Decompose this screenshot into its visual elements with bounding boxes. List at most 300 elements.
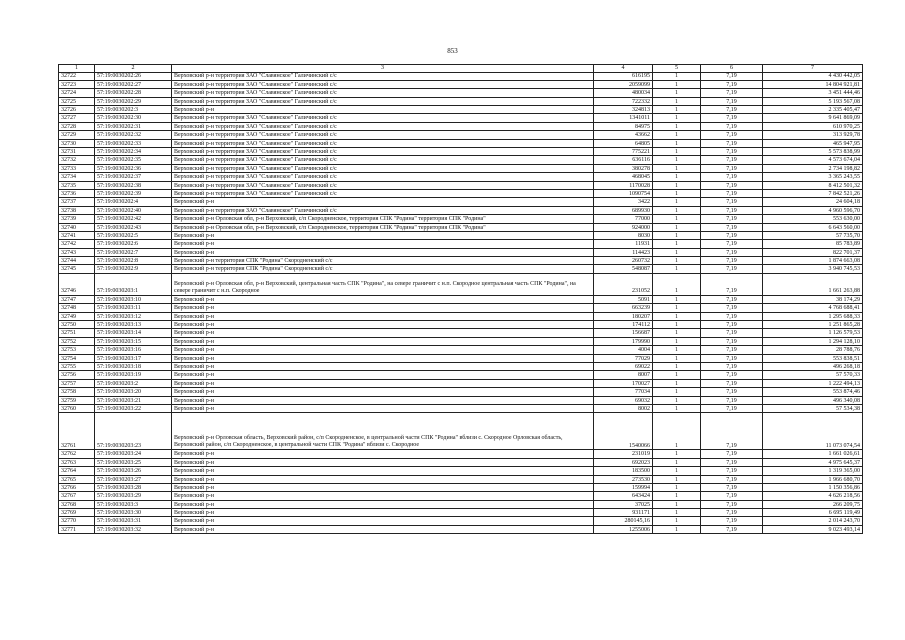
address-cell: Верховский р-н <box>172 404 594 412</box>
table-row <box>59 198 863 206</box>
cadastral-number: 57:19:0030203:24 <box>95 450 172 458</box>
area-cell: 37025 <box>594 500 653 508</box>
rate-cell: 7,19 <box>701 106 763 114</box>
count-cell: 1 <box>653 329 701 337</box>
row-number: 32732 <box>59 156 95 164</box>
address-cell: Верховский р-н Орловская обл, р-н Верховский, центральная часть СПК "Родина", на севере граничит с н.п. Скородное центральная часть СПК "Родина", на севере граничит с н.п. Скородное <box>172 273 594 295</box>
cadastral-number: 57:19:0030203:1 <box>95 273 172 295</box>
table-row <box>59 139 863 147</box>
table-row <box>59 131 863 139</box>
cadastral-number: 57:19:0030202:33 <box>95 139 172 147</box>
area-cell: 5091 <box>594 295 653 303</box>
cadastral-value-cell: 496 340,08 <box>763 396 863 404</box>
area-cell: 280145,16 <box>594 517 653 525</box>
address-cell: Верховский р-н <box>172 517 594 525</box>
table-row <box>59 257 863 265</box>
address-cell: Верховский р-н <box>172 450 594 458</box>
rate-cell: 7,19 <box>701 131 763 139</box>
cadastral-value-cell: 7 842 521,26 <box>763 189 863 197</box>
address-cell: Верховский р-н <box>172 240 594 248</box>
column-header: 3 <box>172 65 594 73</box>
cadastral-number: 57:19:0030203:29 <box>95 492 172 500</box>
area-cell: 43662 <box>594 131 653 139</box>
table-row <box>59 114 863 122</box>
rate-cell: 7,19 <box>701 80 763 88</box>
address-cell: Верховский р-н <box>172 509 594 517</box>
table-row <box>59 80 863 88</box>
row-number: 32722 <box>59 72 95 80</box>
row-number: 32759 <box>59 396 95 404</box>
rate-cell: 7,19 <box>701 467 763 475</box>
cadastral-number: 57:19:0030203:15 <box>95 337 172 345</box>
area-cell: 11931 <box>594 240 653 248</box>
row-number: 32730 <box>59 139 95 147</box>
table-row <box>59 467 863 475</box>
cadastral-value-cell: 313 929,78 <box>763 131 863 139</box>
address-cell: Верховский р-н территория ЗАО "Славянское" Галичинский с/с <box>172 148 594 156</box>
area-cell: 69022 <box>594 363 653 371</box>
cadastral-number: 57:19:0030202:34 <box>95 148 172 156</box>
cadastral-value-cell: 1 294 128,10 <box>763 337 863 345</box>
cadastral-number: 57:19:0030203:30 <box>95 509 172 517</box>
area-cell: 924000 <box>594 223 653 231</box>
table-row <box>59 337 863 345</box>
cadastral-value-cell: 4 960 596,70 <box>763 206 863 214</box>
row-number: 32748 <box>59 304 95 312</box>
row-number: 32771 <box>59 525 95 533</box>
count-cell: 1 <box>653 346 701 354</box>
row-number: 32751 <box>59 329 95 337</box>
rate-cell: 7,19 <box>701 164 763 172</box>
rate-cell: 7,19 <box>701 450 763 458</box>
address-cell: Верховский р-н <box>172 248 594 256</box>
address-cell: Верховский р-н территория ЗАО "Славянское" Галичинский с/с <box>172 80 594 88</box>
cadastral-value-cell: 465 947,95 <box>763 139 863 147</box>
area-cell: 689930 <box>594 206 653 214</box>
address-cell: Верховский р-н <box>172 492 594 500</box>
cadastral-value-cell: 1 319 365,00 <box>763 467 863 475</box>
count-cell: 1 <box>653 198 701 206</box>
rate-cell: 7,19 <box>701 97 763 105</box>
table-row <box>59 371 863 379</box>
count-cell: 1 <box>653 223 701 231</box>
count-cell: 1 <box>653 321 701 329</box>
address-cell: Верховский р-н <box>172 346 594 354</box>
address-cell: Верховский р-н территория СПК "Родина" Скородненский с/с <box>172 265 594 273</box>
row-number: 32736 <box>59 189 95 197</box>
cadastral-value-cell: 38 174,29 <box>763 295 863 303</box>
address-cell: Верховский р-н территория ЗАО "Славянское" Галичинский с/с <box>172 189 594 197</box>
address-cell: Верховский р-н <box>172 295 594 303</box>
area-cell: 69032 <box>594 396 653 404</box>
address-cell: Верховский р-н <box>172 379 594 387</box>
cadastral-number: 57:19:0030203:2 <box>95 379 172 387</box>
cadastral-number: 57:19:0030203:27 <box>95 475 172 483</box>
count-cell: 1 <box>653 312 701 320</box>
area-cell: 663239 <box>594 304 653 312</box>
count-cell: 1 <box>653 337 701 345</box>
area-cell: 1170028 <box>594 181 653 189</box>
count-cell: 1 <box>653 467 701 475</box>
row-number: 32724 <box>59 89 95 97</box>
count-cell: 1 <box>653 131 701 139</box>
address-cell: Верховский р-н территория ЗАО "Славянское" Галичинский с/с <box>172 131 594 139</box>
address-cell: Верховский р-н <box>172 304 594 312</box>
cadastral-value-cell: 610 970,25 <box>763 122 863 130</box>
row-number: 32752 <box>59 337 95 345</box>
area-cell: 2059099 <box>594 80 653 88</box>
cadastral-value-cell: 1 661 263,88 <box>763 273 863 295</box>
count-cell: 1 <box>653 106 701 114</box>
count-cell: 1 <box>653 388 701 396</box>
area-cell: 260732 <box>594 257 653 265</box>
count-cell: 1 <box>653 371 701 379</box>
row-number: 32737 <box>59 198 95 206</box>
cadastral-value-cell: 1 661 026,61 <box>763 450 863 458</box>
row-number: 32755 <box>59 363 95 371</box>
table-row <box>59 354 863 362</box>
address-cell: Верховский р-н <box>172 106 594 114</box>
table-row <box>59 321 863 329</box>
rate-cell: 7,19 <box>701 206 763 214</box>
area-cell: 77029 <box>594 354 653 362</box>
table-row <box>59 181 863 189</box>
cadastral-value-cell: 822 701,37 <box>763 248 863 256</box>
address-cell: Верховский р-н территория ЗАО "Славянское" Галичинский с/с <box>172 181 594 189</box>
rate-cell: 7,19 <box>701 114 763 122</box>
area-cell: 170027 <box>594 379 653 387</box>
cadastral-number: 57:19:0030203:28 <box>95 483 172 491</box>
rate-cell: 7,19 <box>701 517 763 525</box>
count-cell: 1 <box>653 148 701 156</box>
table-row <box>59 206 863 214</box>
area-cell: 179990 <box>594 337 653 345</box>
cadastral-value-cell: 1 126 579,53 <box>763 329 863 337</box>
row-number: 32726 <box>59 106 95 114</box>
count-cell: 1 <box>653 458 701 466</box>
cadastral-number: 57:19:0030203:13 <box>95 321 172 329</box>
area-cell: 8007 <box>594 371 653 379</box>
table-row <box>59 363 863 371</box>
table-row <box>59 458 863 466</box>
rate-cell: 7,19 <box>701 363 763 371</box>
cadastral-number: 57:19:0030203:18 <box>95 363 172 371</box>
cadastral-value-cell: 4 430 442,05 <box>763 72 863 80</box>
table-row <box>59 273 863 295</box>
cadastral-value-cell: 1 295 688,33 <box>763 312 863 320</box>
table-row <box>59 189 863 197</box>
count-cell: 1 <box>653 525 701 533</box>
count-cell: 1 <box>653 248 701 256</box>
table-row <box>59 413 863 450</box>
row-number: 32738 <box>59 206 95 214</box>
cadastral-number: 57:19:0030202:28 <box>95 89 172 97</box>
count-cell: 1 <box>653 492 701 500</box>
count-cell: 1 <box>653 181 701 189</box>
rate-cell: 7,19 <box>701 354 763 362</box>
table-row <box>59 89 863 97</box>
area-cell: 468045 <box>594 173 653 181</box>
rate-cell: 7,19 <box>701 181 763 189</box>
area-cell: 3422 <box>594 198 653 206</box>
table-row <box>59 106 863 114</box>
table-row <box>59 475 863 483</box>
cadastral-value-cell: 57 534,38 <box>763 404 863 412</box>
rate-cell: 7,19 <box>701 156 763 164</box>
address-cell: Верховский р-н территория ЗАО "Славянское" Галичинский с/с <box>172 164 594 172</box>
rate-cell: 7,19 <box>701 265 763 273</box>
count-cell: 1 <box>653 189 701 197</box>
address-cell: Верховский р-н <box>172 500 594 508</box>
area-cell: 775221 <box>594 148 653 156</box>
table-row <box>59 148 863 156</box>
area-cell: 180207 <box>594 312 653 320</box>
column-header: 1 <box>59 65 95 73</box>
cadastral-value-cell: 6 643 560,00 <box>763 223 863 231</box>
address-cell: Верховский р-н <box>172 483 594 491</box>
cadastral-number: 57:19:0030202:30 <box>95 114 172 122</box>
count-cell: 1 <box>653 257 701 265</box>
cadastral-value-cell: 9 023 493,14 <box>763 525 863 533</box>
table-row <box>59 346 863 354</box>
area-cell: 931171 <box>594 509 653 517</box>
cadastral-number: 57:19:0030202:39 <box>95 189 172 197</box>
cadastral-number: 57:19:0030203:11 <box>95 304 172 312</box>
address-cell: Верховский р-н территория ЗАО "Славянское" Галичинский с/с <box>172 122 594 130</box>
table-row <box>59 483 863 491</box>
count-cell: 1 <box>653 206 701 214</box>
rate-cell: 7,19 <box>701 525 763 533</box>
column-header: 6 <box>701 65 763 73</box>
address-cell: Верховский р-н территория СПК "Родина" Скородненский с/с <box>172 257 594 265</box>
cadastral-number: 57:19:0030203:16 <box>95 346 172 354</box>
cadastral-number: 57:19:0030202:31 <box>95 122 172 130</box>
row-number: 32723 <box>59 80 95 88</box>
count-cell: 1 <box>653 72 701 80</box>
area-cell: 548087 <box>594 265 653 273</box>
table-row <box>59 265 863 273</box>
count-cell: 1 <box>653 396 701 404</box>
cadastral-value-cell: 57 570,33 <box>763 371 863 379</box>
cadastral-value-cell: 28 788,76 <box>763 346 863 354</box>
count-cell: 1 <box>653 265 701 273</box>
area-cell: 643424 <box>594 492 653 500</box>
cadastral-number: 57:19:0030203:14 <box>95 329 172 337</box>
area-cell: 1255006 <box>594 525 653 533</box>
count-cell: 1 <box>653 273 701 295</box>
cadastral-value-cell: 3 451 444,46 <box>763 89 863 97</box>
row-number: 32739 <box>59 215 95 223</box>
address-cell: Верховский р-н Орловская область, Верховский район, с/п Скородненское, в центральной части СПК "Родина" вблизи с. Скородное Орловская область, Верховский район, с/п Скородненское, в центральной части СПК "Родина" вблизи с. Скородное <box>172 413 594 450</box>
count-cell: 1 <box>653 304 701 312</box>
cadastral-value-cell: 4 626 218,56 <box>763 492 863 500</box>
row-number: 32764 <box>59 467 95 475</box>
count-cell: 1 <box>653 240 701 248</box>
column-header: 7 <box>763 65 863 73</box>
row-number: 32750 <box>59 321 95 329</box>
cadastral-value-cell: 1 966 680,70 <box>763 475 863 483</box>
cadastral-number: 57:19:0030202:37 <box>95 173 172 181</box>
area-cell: 174112 <box>594 321 653 329</box>
area-cell: 380278 <box>594 164 653 172</box>
address-cell: Верховский р-н территория ЗАО "Славянское" Галичинский с/с <box>172 139 594 147</box>
cadastral-value-cell: 8 412 501,32 <box>763 181 863 189</box>
rate-cell: 7,19 <box>701 273 763 295</box>
count-cell: 1 <box>653 231 701 239</box>
cadastral-number: 57:19:0030203:12 <box>95 312 172 320</box>
cadastral-number: 57:19:0030203:17 <box>95 354 172 362</box>
cadastral-value-cell: 57 735,70 <box>763 231 863 239</box>
table-row <box>59 450 863 458</box>
count-cell: 1 <box>653 483 701 491</box>
rate-cell: 7,19 <box>701 215 763 223</box>
address-cell: Верховский р-н <box>172 198 594 206</box>
rate-cell: 7,19 <box>701 304 763 312</box>
row-number: 32766 <box>59 483 95 491</box>
row-number: 32761 <box>59 413 95 450</box>
rate-cell: 7,19 <box>701 122 763 130</box>
row-number: 32744 <box>59 257 95 265</box>
address-cell: Верховский р-н <box>172 458 594 466</box>
count-cell: 1 <box>653 475 701 483</box>
area-cell: 1540066 <box>594 413 653 450</box>
count-cell: 1 <box>653 97 701 105</box>
rate-cell: 7,19 <box>701 458 763 466</box>
row-number: 32742 <box>59 240 95 248</box>
row-number: 32749 <box>59 312 95 320</box>
area-cell: 692023 <box>594 458 653 466</box>
area-cell: 159994 <box>594 483 653 491</box>
table-row <box>59 156 863 164</box>
cadastral-number: 57:19:0030203:32 <box>95 525 172 533</box>
table-row <box>59 240 863 248</box>
table-row <box>59 72 863 80</box>
rate-cell: 7,19 <box>701 329 763 337</box>
rate-cell: 7,19 <box>701 492 763 500</box>
area-cell: 8030 <box>594 231 653 239</box>
row-number: 32731 <box>59 148 95 156</box>
address-cell: Верховский р-н территория ЗАО "Славянское" Галичинский с/с <box>172 97 594 105</box>
table-row <box>59 379 863 387</box>
table-row <box>59 517 863 525</box>
table-row <box>59 329 863 337</box>
area-cell: 84975 <box>594 122 653 130</box>
rate-cell: 7,19 <box>701 388 763 396</box>
cadastral-value-cell: 24 604,18 <box>763 198 863 206</box>
area-cell: 77034 <box>594 388 653 396</box>
cadastral-number: 57:19:0030202:36 <box>95 164 172 172</box>
cadastral-value-cell: 4 573 674,04 <box>763 156 863 164</box>
cadastral-number: 57:19:0030202:8 <box>95 257 172 265</box>
count-cell: 1 <box>653 450 701 458</box>
column-header: 5 <box>653 65 701 73</box>
cadastral-number: 57:19:0030202:26 <box>95 72 172 80</box>
rate-cell: 7,19 <box>701 240 763 248</box>
area-cell: 273530 <box>594 475 653 483</box>
table-row <box>59 404 863 412</box>
cadastral-number: 57:19:0030203:23 <box>95 413 172 450</box>
page-number: 853 <box>447 47 458 55</box>
rate-cell: 7,19 <box>701 248 763 256</box>
cadastral-number: 57:19:0030202:3 <box>95 106 172 114</box>
area-cell: 8002 <box>594 404 653 412</box>
row-number: 32767 <box>59 492 95 500</box>
area-cell: 480034 <box>594 89 653 97</box>
table-row <box>59 223 863 231</box>
rate-cell: 7,19 <box>701 89 763 97</box>
table-row <box>59 492 863 500</box>
cadastral-number: 57:19:0030202:38 <box>95 181 172 189</box>
table-header-row <box>59 65 863 73</box>
count-cell: 1 <box>653 215 701 223</box>
row-number: 32746 <box>59 273 95 295</box>
area-cell: 1341011 <box>594 114 653 122</box>
address-cell: Верховский р-н <box>172 475 594 483</box>
rate-cell: 7,19 <box>701 189 763 197</box>
row-number: 32770 <box>59 517 95 525</box>
cadastral-value-cell: 5 193 567,08 <box>763 97 863 105</box>
rate-cell: 7,19 <box>701 337 763 345</box>
cadastral-number: 57:19:0030202:5 <box>95 231 172 239</box>
cadastral-value-cell: 3 365 243,55 <box>763 173 863 181</box>
address-cell: Верховский р-н <box>172 231 594 239</box>
address-cell: Верховский р-н <box>172 312 594 320</box>
cadastral-value-cell: 2 335 405,47 <box>763 106 863 114</box>
cadastral-number: 57:19:0030202:27 <box>95 80 172 88</box>
cadastral-value-cell: 266 209,75 <box>763 500 863 508</box>
address-cell: Верховский р-н <box>172 363 594 371</box>
cadastral-value-cell: 4 768 688,41 <box>763 304 863 312</box>
cadastral-number: 57:19:0030202:40 <box>95 206 172 214</box>
cadastral-value-cell: 4 975 645,37 <box>763 458 863 466</box>
rate-cell: 7,19 <box>701 72 763 80</box>
rate-cell: 7,19 <box>701 198 763 206</box>
cadastral-value-cell: 5 573 838,99 <box>763 148 863 156</box>
cadastral-value-table <box>58 64 863 534</box>
row-number: 32753 <box>59 346 95 354</box>
table-row <box>59 388 863 396</box>
address-cell: Верховский р-н территория ЗАО "Славянское" Галичинский с/с <box>172 72 594 80</box>
count-cell: 1 <box>653 114 701 122</box>
row-number: 32733 <box>59 164 95 172</box>
row-number: 32743 <box>59 248 95 256</box>
area-cell: 4004 <box>594 346 653 354</box>
cadastral-value-cell: 6 695 119,49 <box>763 509 863 517</box>
table-body <box>59 65 863 534</box>
cadastral-value-cell: 85 783,89 <box>763 240 863 248</box>
table-row <box>59 122 863 130</box>
row-number: 32741 <box>59 231 95 239</box>
cadastral-number: 57:19:0030202:4 <box>95 198 172 206</box>
table-row <box>59 97 863 105</box>
row-number: 32740 <box>59 223 95 231</box>
address-cell: Верховский р-н <box>172 354 594 362</box>
cadastral-value-cell: 2 734 198,82 <box>763 164 863 172</box>
table-row <box>59 215 863 223</box>
address-cell: Верховский р-н территория ЗАО "Славянское" Галичинский с/с <box>172 114 594 122</box>
cadastral-number: 57:19:0030203:20 <box>95 388 172 396</box>
area-cell: 722332 <box>594 97 653 105</box>
cadastral-number: 57:19:0030203:19 <box>95 371 172 379</box>
count-cell: 1 <box>653 413 701 450</box>
cadastral-value-cell: 11 073 074,54 <box>763 413 863 450</box>
address-cell: Верховский р-н <box>172 396 594 404</box>
count-cell: 1 <box>653 80 701 88</box>
table-row <box>59 295 863 303</box>
area-cell: 231019 <box>594 450 653 458</box>
count-cell: 1 <box>653 156 701 164</box>
rate-cell: 7,19 <box>701 379 763 387</box>
